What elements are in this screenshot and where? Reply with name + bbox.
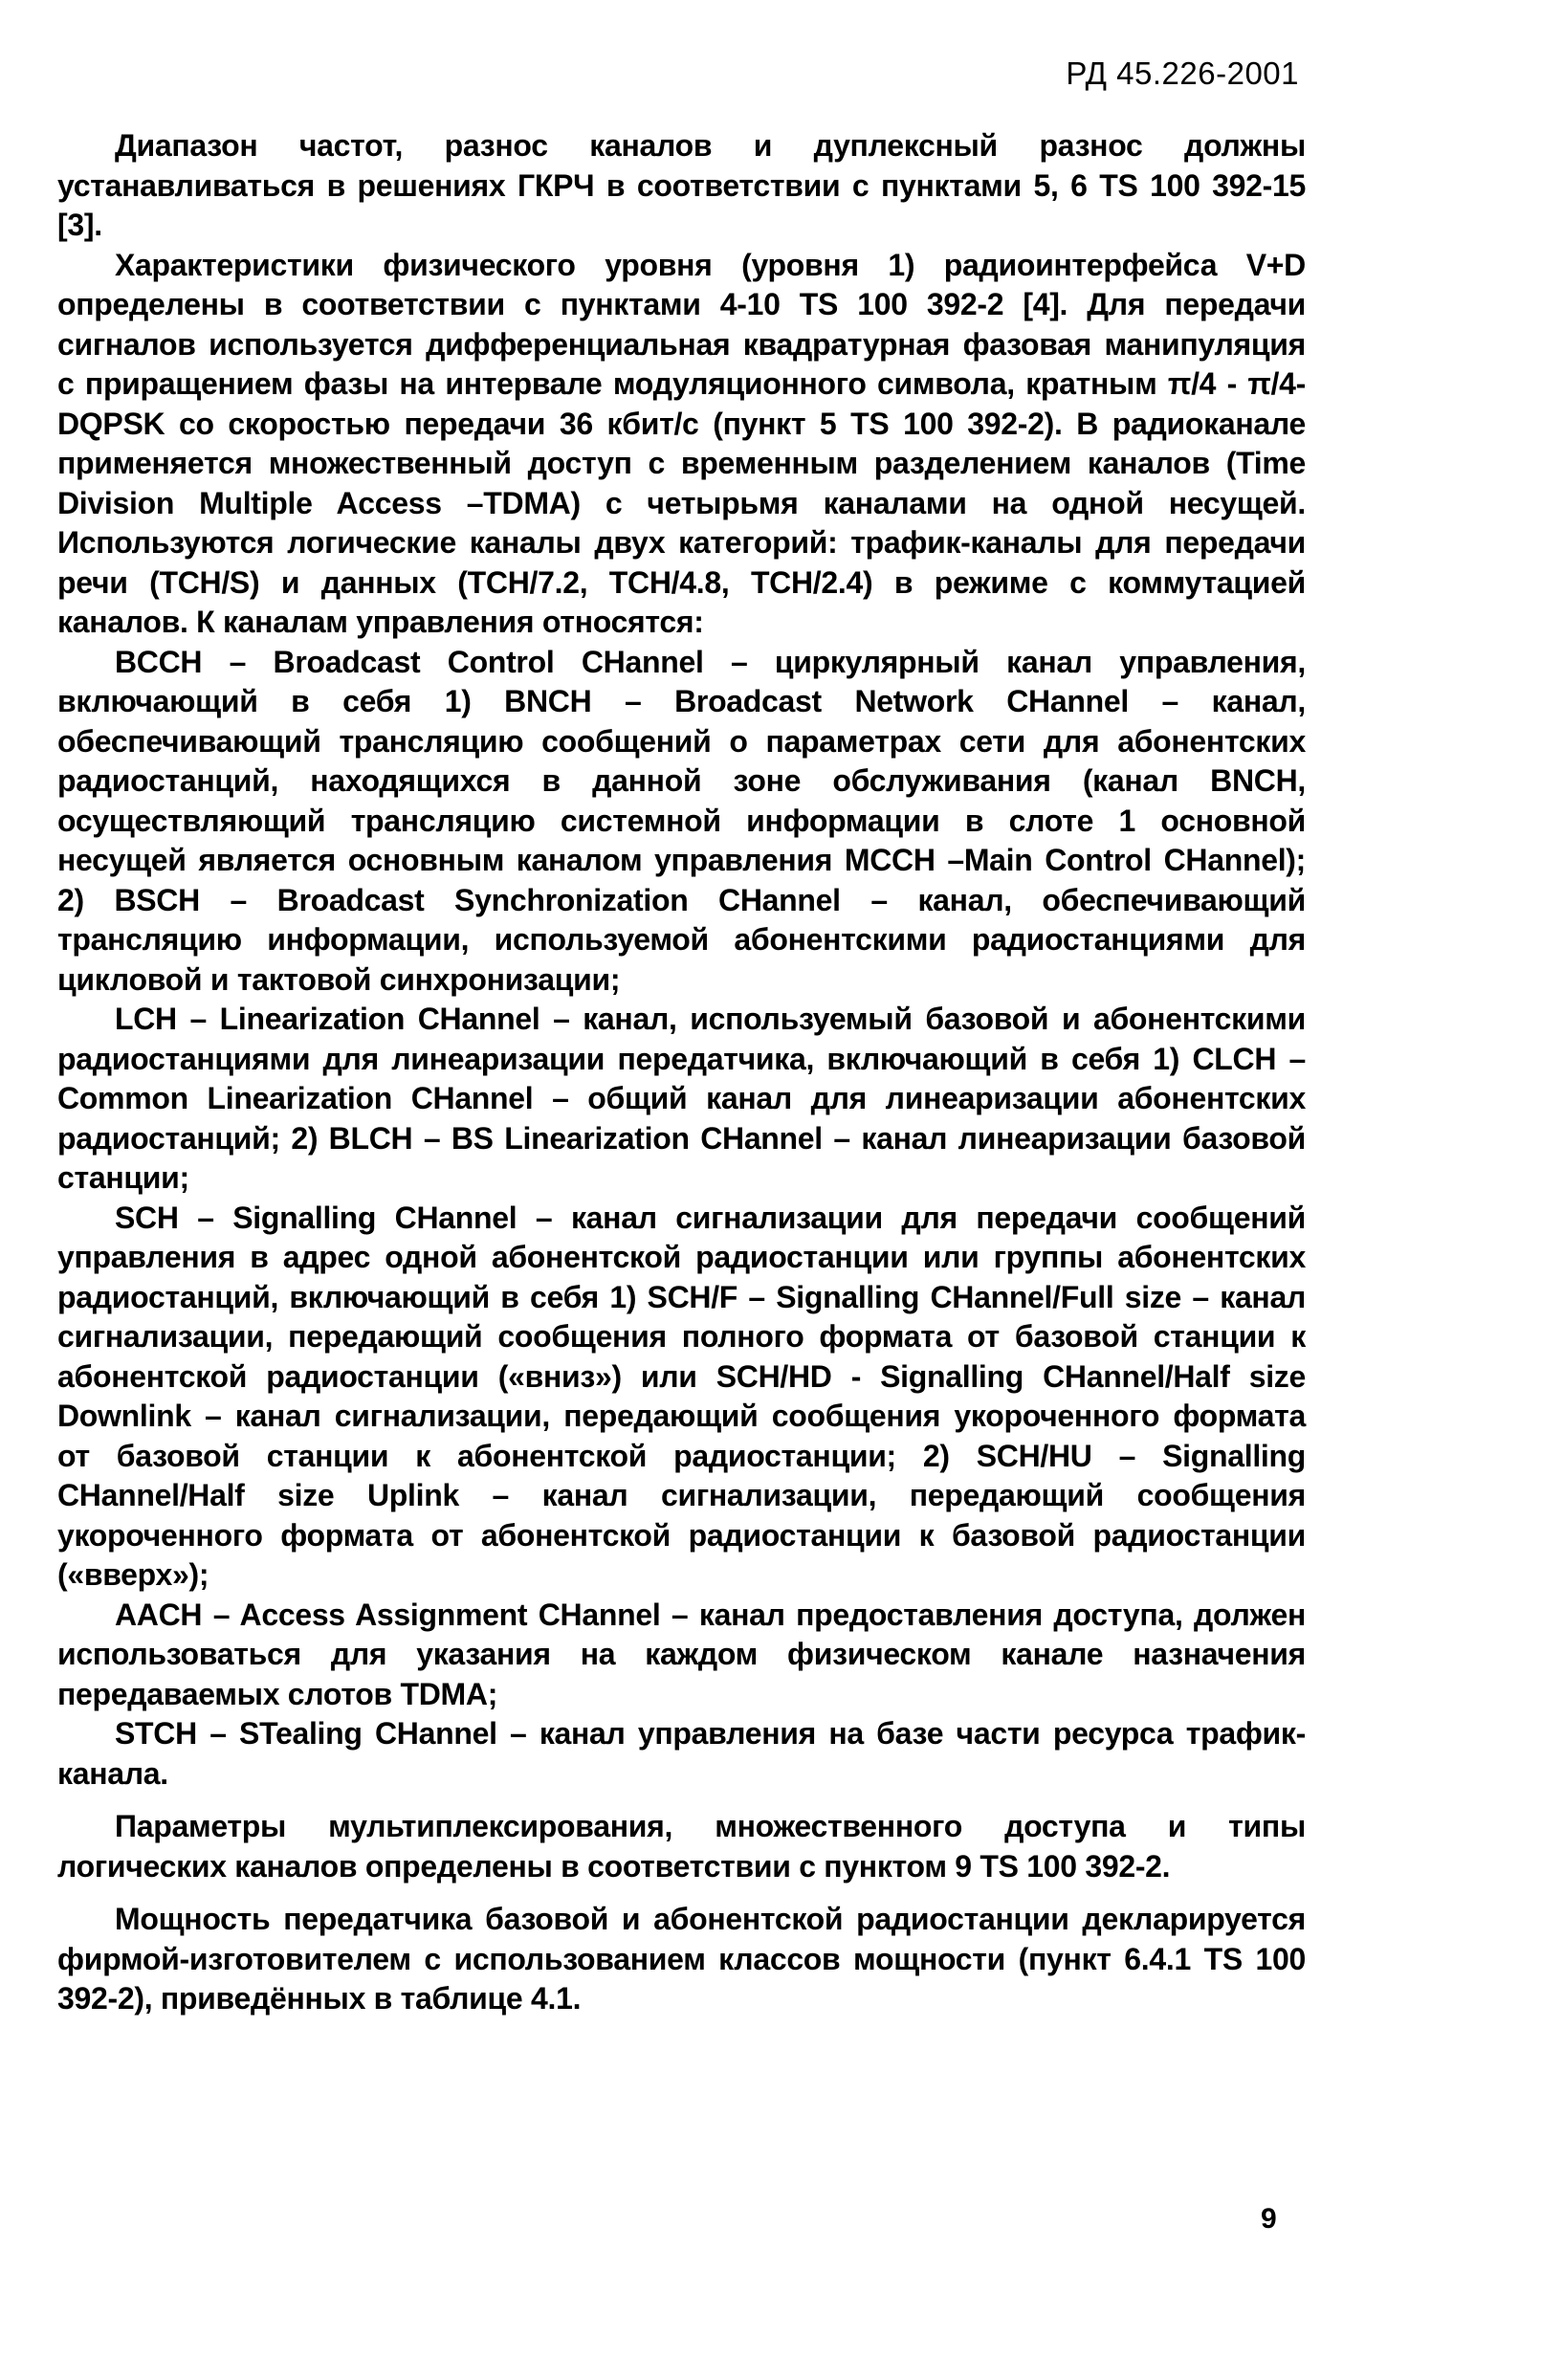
paragraph-physical-layer: Характеристики физического уровня (уровня 1) радиоинтерфейса V+D определены в соответствии с пунктами 4-10 TS 100 392-2 [4]. Для передачи сигналов используется дифференциальная квадратурная фазовая манипуляция с приращением фазы на интервале модуляционного символа, кратным π/4 - π/4-DQPSK со скоростью передачи 36 кбит/с (пункт 5 TS 100 392-2). В радиоканале применяется множественный доступ с временным разделением каналов (Time Division Multiple Access –TDMA) с четырьмя каналами на одной несущей. Используются логические каналы двух категорий: трафик-каналы для передачи речи (TCH/S) и данных (TCH/7.2, TCH/4.8, TCH/2.4) в режиме с коммутацией каналов. К каналам управления относятся: [57, 247, 1306, 639]
document-code: РД 45.226-2001 [1066, 55, 1299, 91]
paragraph-aach: AACH – Access Assignment CHannel – канал предоставления доступа, должен использоваться для указания на каждом физическом канале назначения передаваемых слотов TDMA; [57, 1597, 1306, 1711]
paragraph-multiplexing: Параметры мультиплексирования, множественного доступа и типы логических каналов определены в соответствии с пунктом 9 TS 100 392-2. [57, 1809, 1306, 1884]
paragraph-lch: LCH – Linearization CHannel – канал, используемый базовой и абонентскими радиостанциями для линеаризации передатчика, включающий в себя 1) CLCH – Common Linearization CHannel – общий канал для линеаризации абонентских радиостанций; 2) BLCH – BS Linearization CHannel – канал линеаризации базовой станции; [57, 1002, 1306, 1195]
document-body [57, 126, 1306, 2019]
paragraph-frequency-range: Диапазон частот, разнос каналов и дуплексный разнос должны устанавливаться в решениях ГКРЧ в соответствии с пунктами 5, 6 TS 100 392-15 [3]. [57, 128, 1306, 242]
paragraph-bcch: BCCH – Broadcast Control CHannel – циркулярный канал управления, включающий в себя 1) BNCH – Broadcast Network CHannel – канал, обеспечивающий трансляцию сообщений о параметрах сети для абонентских радиостанций, находящихся в данной зоне обслуживания (канал BNCH, осуществляющий трансляцию системной информации в слоте 1 основной несущей является основным каналом управления MCCH –Main Control CHannel); 2) BSCH – Broadcast Synchronization CHannel – канал, обеспечивающий трансляцию информации, используемой абонентскими радиостанциями для цикловой и тактовой синхронизации; [57, 644, 1306, 997]
page-number: 9 [1261, 2203, 1277, 2235]
paragraph-sch: SCH – Signalling CHannel – канал сигнализации для передачи сообщений управления в адрес одной абонентской радиостанции или группы абонентских радиостанций, включающий в себя 1) SCH/F – Signalling CHannel/Full size – канал сигнализации, передающий сообщения полного формата от базовой станции к абонентской радиостанции («вниз») или SCH/HD - Signalling CHannel/Half size Downlink – канал сигнализации, передающий сообщения укороченного формата от базовой станции к абонентской радиостанции; 2) SCH/HU – Signalling CHannel/Half size Uplink – канал сигнализации, передающий сообщения укороченного формата от абонентской радиостанции к базовой радиостанции («вверх»); [57, 1200, 1306, 1592]
paragraph-stch: STCH – STealing CHannel – канал управления на базе части ресурса трафик-канала. [57, 1716, 1306, 1791]
paragraph-transmitter-power: Мощность передатчика базовой и абонентской радиостанции декларируется фирмой-изготовителем с использованием классов мощности (пункт 6.4.1 TS 100 392-2), приведённых в таблице 4.1. [57, 1902, 1306, 2016]
